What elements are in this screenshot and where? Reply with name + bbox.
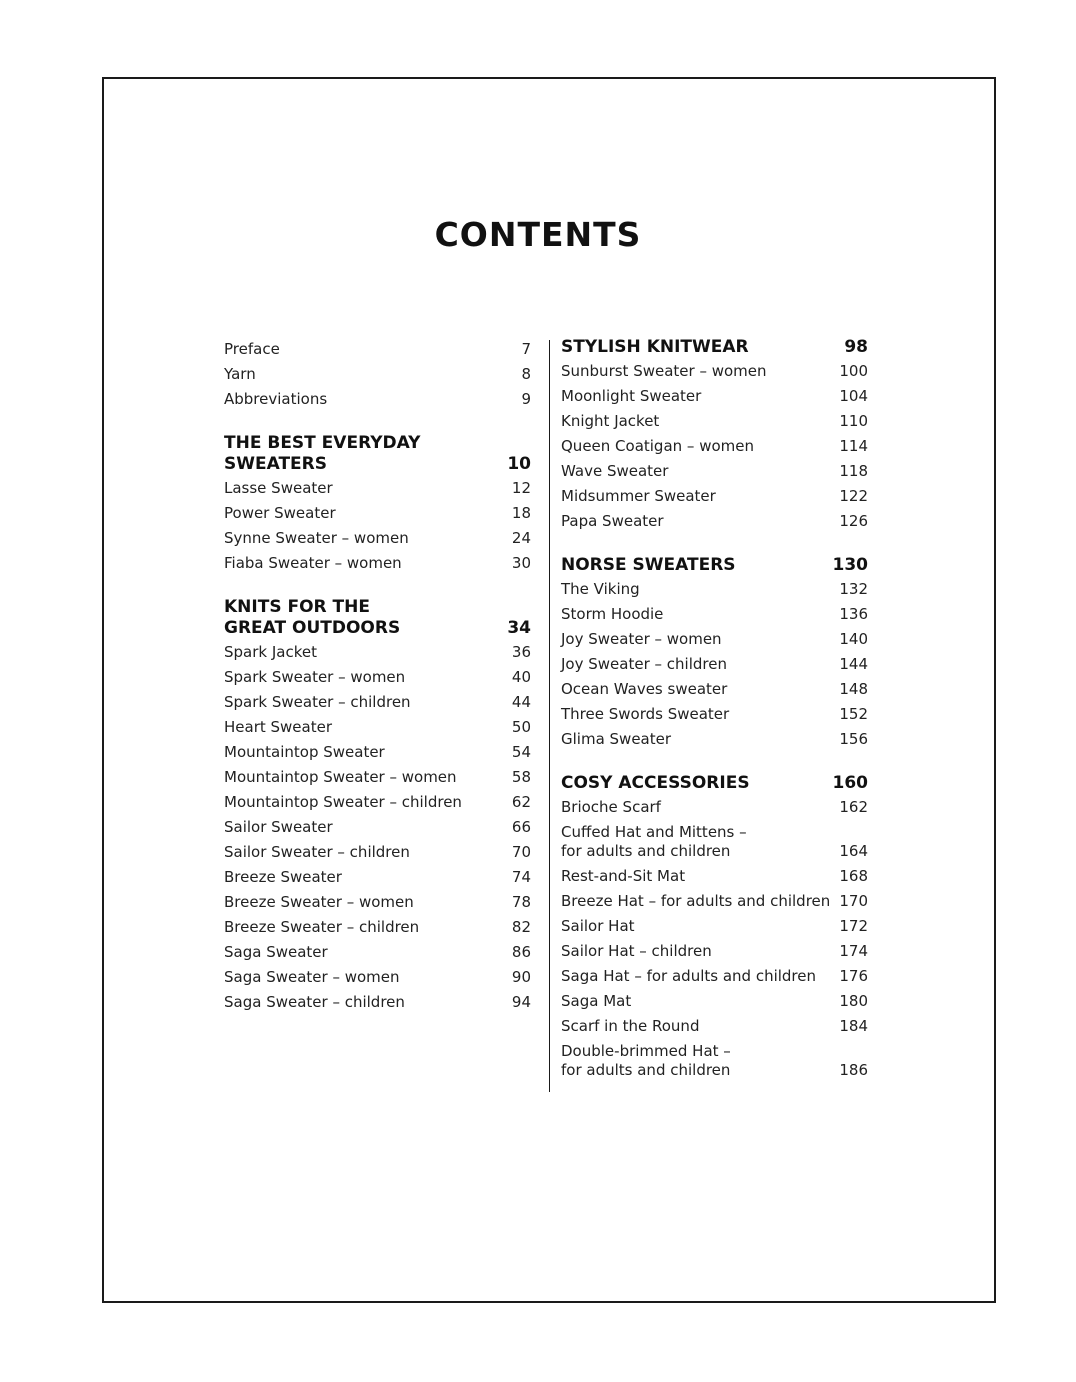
toc-section-heading[interactable]: [224, 597, 531, 639]
toc-entry-page-number: 86: [511, 943, 531, 961]
toc-entry-page-number: 152: [839, 705, 868, 723]
toc-entry-page-number: 94: [511, 993, 531, 1011]
section-heading-page-number: 10: [507, 454, 531, 474]
toc-section-heading[interactable]: [224, 433, 531, 475]
toc-entry-title: Sailor Sweater – children: [224, 843, 410, 861]
toc-entry-page-number: 74: [511, 868, 531, 886]
toc-entry-page-number: 170: [839, 892, 868, 910]
toc-entry-title: Joy Sweater – women: [561, 630, 722, 648]
toc-entry-page-number: 136: [839, 605, 868, 623]
toc-entry-title: Glima Sweater: [561, 730, 672, 748]
toc-entry[interactable]: [561, 434, 868, 459]
toc-entry[interactable]: [224, 765, 531, 790]
toc-entry[interactable]: [224, 551, 531, 576]
toc-entry[interactable]: [224, 362, 531, 387]
toc-entry-title: Sailor Hat: [561, 917, 635, 935]
section-heading-title: STYLISH KNITWEAR: [561, 337, 749, 357]
toc-left-column: [224, 337, 531, 1015]
toc-entry-title: Wave Sweater: [561, 462, 669, 480]
toc-entry[interactable]: [224, 387, 531, 412]
toc-entry-page-number: 180: [839, 992, 868, 1010]
toc-entry-page-number: 184: [839, 1017, 868, 1035]
column-divider: [549, 340, 550, 1092]
toc-entry-title: Sailor Hat – children: [561, 942, 712, 960]
section-heading-page-number: 98: [844, 337, 868, 357]
toc-entry[interactable]: [224, 990, 531, 1015]
toc-entry-title: Breeze Sweater: [224, 868, 342, 886]
toc-entry-page-number: 100: [839, 362, 868, 380]
section-heading-title: KNITS FOR THE GREAT OUTDOORS: [224, 597, 401, 638]
toc-entry-title: Saga Hat – for adults and children: [561, 967, 816, 985]
toc-entry-page-number: 144: [839, 655, 868, 673]
toc-entry[interactable]: [561, 577, 868, 602]
toc-entry[interactable]: [561, 795, 868, 820]
toc-entry[interactable]: [561, 864, 868, 889]
toc-entry-title: Saga Sweater – children: [224, 993, 405, 1011]
toc-entry-page-number: 90: [511, 968, 531, 986]
toc-entry-title: Breeze Sweater – women: [224, 893, 414, 911]
toc-entry-title: Saga Sweater: [224, 943, 328, 961]
toc-section-heading[interactable]: [561, 773, 868, 794]
toc-entry-title: Spark Sweater – women: [224, 668, 406, 686]
toc-entry-page-number: 50: [511, 718, 531, 736]
toc-entry[interactable]: [224, 640, 531, 665]
toc-entry[interactable]: [561, 677, 868, 702]
section-heading-title: THE BEST EVERYDAY SWEATERS: [224, 433, 421, 474]
toc-entry-page-number: 70: [511, 843, 531, 861]
toc-entry[interactable]: [561, 359, 868, 384]
toc-entry-title: Knight Jacket: [561, 412, 660, 430]
toc-entry-page-number: 168: [839, 867, 868, 885]
toc-entry[interactable]: [561, 702, 868, 727]
toc-entry-page-number: 40: [511, 668, 531, 686]
toc-entry-page-number: 110: [839, 412, 868, 430]
toc-entry-page-number: 58: [511, 768, 531, 786]
toc-entry[interactable]: [561, 484, 868, 509]
toc-entry-title: Fiaba Sweater – women: [224, 554, 402, 572]
toc-entry-title: Synne Sweater – women: [224, 529, 409, 547]
toc-entry[interactable]: [561, 727, 868, 752]
toc-entry-page-number: 132: [839, 580, 868, 598]
toc-entry-page-number: 8: [521, 365, 531, 383]
toc-entry-title: Mountaintop Sweater: [224, 743, 385, 761]
toc-entry-title: Papa Sweater: [561, 512, 664, 530]
toc-entry[interactable]: [224, 840, 531, 865]
section-heading-page-number: 160: [832, 773, 868, 793]
page-title: CONTENTS: [434, 215, 642, 254]
section-heading-title: COSY ACCESSORIES: [561, 773, 750, 793]
section-heading-title: NORSE SWEATERS: [561, 555, 736, 575]
toc-entry-page-number: 7: [521, 340, 531, 358]
toc-entry-page-number: 164: [839, 842, 868, 860]
toc-entry-title: Queen Coatigan – women: [561, 437, 754, 455]
toc-entry[interactable]: [224, 740, 531, 765]
toc-entry-page-number: 82: [511, 918, 531, 936]
toc-entry-title: Sunburst Sweater – women: [561, 362, 767, 380]
toc-entry[interactable]: [561, 384, 868, 409]
toc-entry-page-number: 18: [511, 504, 531, 522]
toc-entry-title: Rest-and-Sit Mat: [561, 867, 686, 885]
toc-entry[interactable]: [224, 915, 531, 940]
toc-entry[interactable]: [561, 1014, 868, 1039]
toc-entry[interactable]: [561, 914, 868, 939]
toc-entry[interactable]: [224, 690, 531, 715]
toc-entry[interactable]: [561, 1039, 868, 1083]
toc-section-heading[interactable]: [561, 337, 868, 358]
toc-entry-page-number: 24: [511, 529, 531, 547]
toc-entry[interactable]: [561, 820, 868, 864]
toc-entry[interactable]: [224, 715, 531, 740]
toc-entry-title: Scarf in the Round: [561, 1017, 700, 1035]
toc-entry[interactable]: [561, 964, 868, 989]
toc-entry-page-number: 118: [839, 462, 868, 480]
toc-entry-page-number: 156: [839, 730, 868, 748]
toc-entry-page-number: 174: [839, 942, 868, 960]
toc-entry-page-number: 54: [511, 743, 531, 761]
toc-entry[interactable]: [224, 965, 531, 990]
section-heading-page-number: 130: [832, 555, 868, 575]
toc-entry-title: Spark Jacket: [224, 643, 317, 661]
toc-entry-title: Mountaintop Sweater – women: [224, 768, 457, 786]
toc-entry[interactable]: [561, 889, 868, 914]
toc-entry-title: Breeze Sweater – children: [224, 918, 420, 936]
toc-entry[interactable]: [224, 665, 531, 690]
toc-entry[interactable]: [561, 652, 868, 677]
toc-entry-title: The Viking: [561, 580, 640, 598]
toc-entry[interactable]: [224, 865, 531, 890]
toc-entry[interactable]: [224, 940, 531, 965]
toc-entry-page-number: 78: [511, 893, 531, 911]
toc-entry[interactable]: [224, 890, 531, 915]
toc-entry-title: Preface: [224, 340, 280, 358]
toc-entry-title: Spark Sweater – children: [224, 693, 411, 711]
toc-entry[interactable]: [561, 509, 868, 534]
toc-entry-page-number: 172: [839, 917, 868, 935]
toc-entry-title: Yarn: [224, 365, 256, 383]
toc-entry[interactable]: [224, 337, 531, 362]
toc-entry-title: Three Swords Sweater: [561, 705, 730, 723]
toc-entry-page-number: 126: [839, 512, 868, 530]
toc-entry-title: Joy Sweater – children: [561, 655, 727, 673]
toc-entry-title: Cuffed Hat and Mittens – for adults and children: [561, 823, 747, 860]
toc-entry[interactable]: [561, 409, 868, 434]
toc-entry[interactable]: [224, 815, 531, 840]
toc-entry-title: Moonlight Sweater: [561, 387, 702, 405]
toc-entry-page-number: 186: [839, 1061, 868, 1079]
toc-entry-title: Sailor Sweater: [224, 818, 333, 836]
toc-entry-page-number: 104: [839, 387, 868, 405]
toc-entry-title: Heart Sweater: [224, 718, 333, 736]
toc-entry-page-number: 30: [511, 554, 531, 572]
section-heading-page-number: 34: [507, 618, 531, 638]
toc-entry-title: Saga Sweater – women: [224, 968, 400, 986]
toc-entry-page-number: 148: [839, 680, 868, 698]
toc-entry[interactable]: [561, 459, 868, 484]
toc-entry-page-number: 140: [839, 630, 868, 648]
toc-entry[interactable]: [224, 501, 531, 526]
toc-entry-page-number: 36: [511, 643, 531, 661]
toc-entry-title: Ocean Waves sweater: [561, 680, 728, 698]
toc-entry[interactable]: [224, 526, 531, 551]
toc-entry-title: Mountaintop Sweater – children: [224, 793, 462, 811]
toc-entry-page-number: 176: [839, 967, 868, 985]
toc-entry-title: Storm Hoodie: [561, 605, 664, 623]
toc-entry-page-number: 122: [839, 487, 868, 505]
toc-right-column: [561, 337, 868, 1083]
toc-section-heading[interactable]: [561, 555, 868, 576]
toc-entry-title: Breeze Hat – for adults and children: [561, 892, 831, 910]
toc-entry-title: Midsummer Sweater: [561, 487, 716, 505]
toc-entry-title: Brioche Scarf: [561, 798, 661, 816]
toc-entry-page-number: 162: [839, 798, 868, 816]
toc-entry-title: Power Sweater: [224, 504, 336, 522]
toc-entry[interactable]: [561, 627, 868, 652]
toc-entry[interactable]: [561, 602, 868, 627]
toc-entry-title: Lasse Sweater: [224, 479, 333, 497]
toc-entry-page-number: 44: [511, 693, 531, 711]
toc-entry-title: Abbreviations: [224, 390, 328, 408]
toc-entry[interactable]: [224, 790, 531, 815]
toc-entry[interactable]: [224, 476, 531, 501]
toc-entry-title: Double-brimmed Hat – for adults and children: [561, 1042, 731, 1079]
toc-entry-page-number: 12: [511, 479, 531, 497]
toc-entry-title: Saga Mat: [561, 992, 632, 1010]
toc-entry[interactable]: [561, 989, 868, 1014]
toc-entry[interactable]: [561, 939, 868, 964]
toc-entry-page-number: 9: [521, 390, 531, 408]
toc-entry-page-number: 62: [511, 793, 531, 811]
toc-entry-page-number: 114: [839, 437, 868, 455]
toc-entry-page-number: 66: [511, 818, 531, 836]
